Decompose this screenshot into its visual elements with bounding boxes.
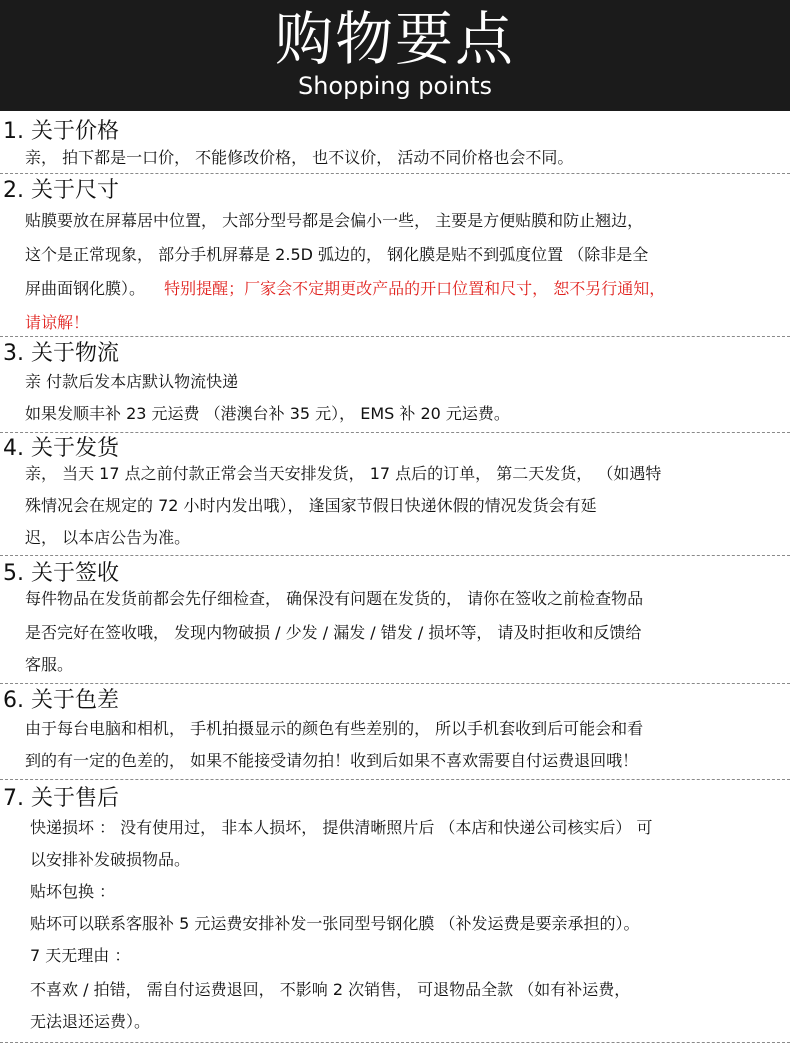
section-text: 亲， 拍下都是一口价， 不能修改价格， 也不议价， 活动不同价格也会不同。 <box>25 148 574 167</box>
section-title: 3. 关于物流 <box>3 341 119 366</box>
notice-text: 请谅解！ <box>25 313 90 332</box>
divider <box>0 173 790 174</box>
section-text: 亲 付款后发本店默认物流快递 <box>25 372 239 391</box>
divider <box>0 1042 790 1043</box>
section-title: 2. 关于尺寸 <box>3 178 119 203</box>
section-text: 快递损坏 ： 没有使用过， 非本人损坏， 提供清晰照片后 （本店和快递公司核实后） 可 <box>30 818 653 837</box>
notice-text: 特别提醒；厂家会不定期更改产品的开口位置和尺寸， 恕不另行通知， <box>164 279 666 298</box>
section-text: 殊情况会在规定的 72 小时内发出哦）， 逢国家节假日快递休假的情况发货会有延 <box>25 496 597 515</box>
divider <box>0 683 790 684</box>
divider <box>0 432 790 433</box>
divider <box>0 779 790 780</box>
section-text: 由于每台电脑和相机， 手机拍摄显示的颜色有些差别的， 所以手机套收到后可能会和看 <box>25 719 644 738</box>
section-text: 以安排补发破损物品。 <box>30 850 191 869</box>
section-text: 贴坏包换 ： <box>30 882 116 901</box>
page-subtitle: Shopping points <box>297 72 493 100</box>
section-text: 亲， 当天 17 点之前付款正常会当天安排发货， 17 点后的订单， 第二天发货， （如遇特 <box>25 464 662 483</box>
section-title: 6. 关于色差 <box>3 688 119 713</box>
section-title: 1. 关于价格 <box>3 119 119 144</box>
section-text: 是否完好在签收哦， 发现内物破损 / 少发 / 漏发 / 错发 / 损坏等， 请及时拒收和反馈给 <box>25 623 642 642</box>
section-text: 无法退还运费）。 <box>30 1012 151 1031</box>
section-text: 迟， 以本店公告为准。 <box>25 528 191 547</box>
section-text: 这个是正常现象， 部分手机屏幕是 2.5D 弧边的， 钢化膜是贴不到弧度位置 （除非是全 <box>25 245 649 264</box>
section-text <box>25 278 665 300</box>
section-text: 7 天无理由 ： <box>30 946 131 965</box>
divider <box>0 336 790 337</box>
section-text: 到的有一定的色差的， 如果不能接受请勿拍！收到后如果不喜欢需要自付运费退回哦！ <box>25 751 639 770</box>
section-text: 每件物品在发货前都会先仔细检查， 确保没有问题在发货的， 请你在签收之前检查物品 <box>25 589 644 608</box>
section-title: 5. 关于签收 <box>3 561 119 586</box>
section-title: 7. 关于售后 <box>3 786 119 811</box>
section-text: 贴坏可以联系客服补 5 元运费安排补发一张同型号钢化膜 （补发运费是要亲承担的）。 <box>30 914 640 933</box>
divider <box>0 555 790 556</box>
section-text: 客服。 <box>25 655 74 674</box>
section-text: 不喜欢 / 拍错， 需自付运费退回， 不影响 2 次销售， 可退物品全款 （如有补运费， <box>30 980 631 999</box>
header-banner <box>0 0 790 111</box>
section-text: 贴膜要放在屏幕居中位置， 大部分型号都是会偏小一些， 主要是方便贴膜和防止翘边， <box>25 211 644 230</box>
section-title: 4. 关于发货 <box>3 436 119 461</box>
section-text-part: 屏曲面钢化膜）。 <box>25 279 146 298</box>
page-title: 购物要点 <box>274 5 515 73</box>
section-text: 如果发顺丰补 23 元运费 （港澳台补 35 元）， EMS 补 20 元运费。 <box>25 404 510 423</box>
